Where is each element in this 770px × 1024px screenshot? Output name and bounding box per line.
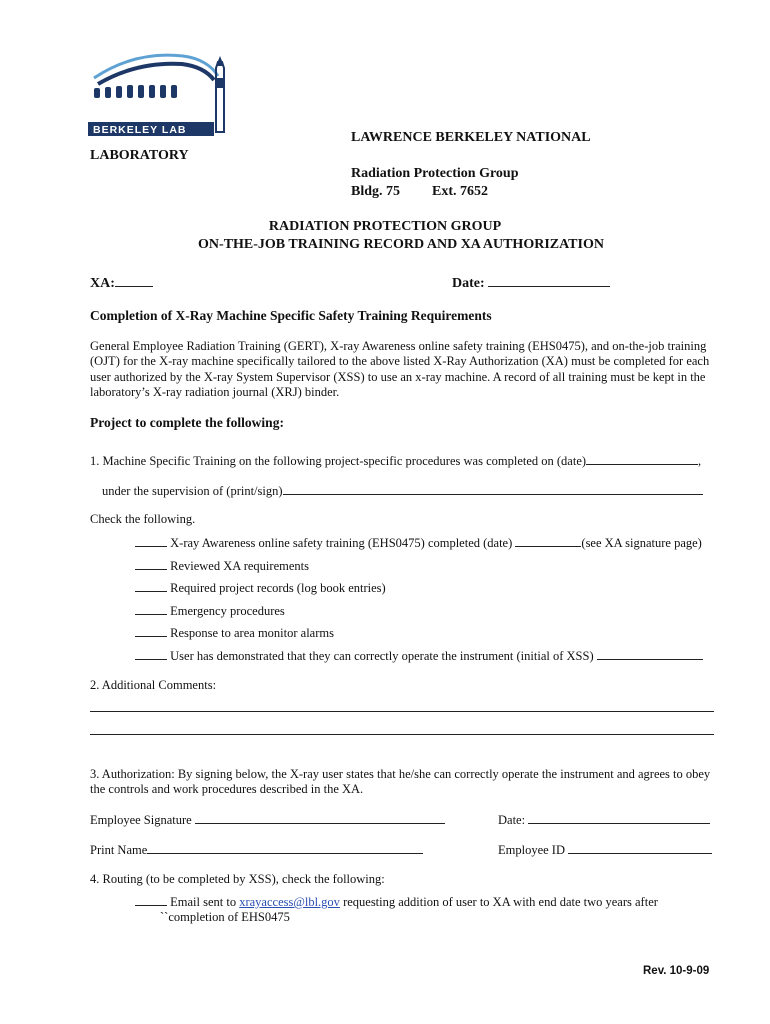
sign-date-label: Date: xyxy=(498,813,526,827)
comments-line-1[interactable] xyxy=(90,711,714,712)
check-item xyxy=(135,648,703,664)
comments-label: 2. Additional Comments: xyxy=(90,678,217,692)
sign-date-field[interactable] xyxy=(528,812,710,824)
group-name: Radiation Protection Group xyxy=(351,166,519,181)
check-text: X-ray Awareness online safety training (EHS0475) completed (date) xyxy=(170,536,513,550)
check-text: Response to area monitor alarms xyxy=(170,626,334,640)
employee-signature-row xyxy=(90,812,445,828)
email-prefix: Email sent to xyxy=(170,895,237,909)
print-name-field[interactable] xyxy=(147,842,423,854)
title-line1: RADIATION PROTECTION GROUP xyxy=(268,219,502,234)
logo-text: BERKELEY LAB xyxy=(93,124,187,136)
routing-email-line xyxy=(135,894,658,910)
project-heading: Project to complete the following: xyxy=(90,415,284,430)
xa-label xyxy=(90,275,153,292)
check-intro: Check the following. xyxy=(90,512,196,526)
title-line2: ON-THE-JOB TRAINING RECORD AND XA AUTHORIZATION xyxy=(198,237,604,252)
print-name-label: Print Name xyxy=(90,843,148,857)
check-text: Required project records (log book entries) xyxy=(170,581,386,595)
routing-check-blank[interactable] xyxy=(135,894,167,906)
check-item xyxy=(135,580,386,596)
date-label xyxy=(452,275,610,292)
check-item xyxy=(135,603,285,619)
email-suffix: requesting addition of user to XA with end date two years after xyxy=(343,895,658,909)
employee-signature-label: Employee Signature xyxy=(90,813,192,827)
section-heading: Completion of X-Ray Machine Specific Safety Training Requirements xyxy=(90,308,492,323)
ehs0475-date-field[interactable] xyxy=(515,535,581,547)
extension: Ext. 7652 xyxy=(432,184,488,199)
comments-line-2[interactable] xyxy=(90,734,714,735)
org-name-line1: LAWRENCE BERKELEY NATIONAL xyxy=(351,130,591,145)
routing-label: 4. Routing (to be completed by XSS), check the following: xyxy=(90,872,385,886)
check-item xyxy=(135,558,309,574)
berkeley-lab-logo-graphic xyxy=(88,44,240,144)
check-blank[interactable] xyxy=(135,558,167,570)
sign-date-row xyxy=(498,812,710,828)
item1-text: 1. Machine Specific Training on the following project-specific procedures was completed on (date) xyxy=(90,454,587,468)
item1-line xyxy=(90,453,701,469)
email-link[interactable]: xrayaccess@lbl.gov xyxy=(239,895,340,909)
check-text: Reviewed XA requirements xyxy=(170,559,309,573)
employee-id-field[interactable] xyxy=(568,842,712,854)
check-text: Emergency procedures xyxy=(170,604,285,618)
check-blank[interactable] xyxy=(135,648,167,660)
item1-comma: , xyxy=(698,454,702,468)
check-blank[interactable] xyxy=(135,580,167,592)
check-blank[interactable] xyxy=(135,535,167,547)
check-item xyxy=(135,625,334,641)
revision-label: Rev. 10-9-09 xyxy=(643,965,710,977)
supervision-text: under the supervision of (print/sign) xyxy=(102,484,283,498)
xss-initial-field[interactable] xyxy=(597,648,703,660)
print-name-row xyxy=(90,842,423,858)
employee-id-row xyxy=(498,842,712,858)
supervisor-field[interactable] xyxy=(283,483,703,495)
xa-label-text: XA: xyxy=(90,276,115,291)
employee-signature-field[interactable] xyxy=(195,812,445,824)
check-text: User has demonstrated that they can correctly operate the instrument (initial of XSS) xyxy=(170,649,594,663)
date-label-text: Date: xyxy=(452,276,485,291)
date-field[interactable] xyxy=(488,275,610,287)
building: Bldg. 75 xyxy=(351,184,401,199)
berkeley-lab-logo xyxy=(88,44,240,144)
item1-date-field[interactable] xyxy=(586,453,698,465)
routing-line2: ``completion of EHS0475 xyxy=(160,910,290,924)
check-blank[interactable] xyxy=(135,625,167,637)
check-blank[interactable] xyxy=(135,603,167,615)
check-suffix: (see XA signature page) xyxy=(581,536,702,550)
authorization-paragraph: 3. Authorization: By signing below, the X-ray user states that he/she can correctly operate the instrument and agrees to obey the controls and work procedures described in the XA. xyxy=(90,767,711,797)
supervision-line xyxy=(102,483,703,499)
org-name-line2: LABORATORY xyxy=(90,148,189,163)
training-paragraph: General Employee Radiation Training (GERT), X-ray Awareness online safety training (EHS0475), and on-the-job training (OJT) for the X-ray machine specifically tailored to the above listed X-Ray Authorization (XA) must be completed for each user authorized by the X-ray System Supervisor (XSS) to use an x-ray machine. A record of all training must be kept in the laboratory’s X-ray radiation journal (XRJ) binder. xyxy=(90,339,710,399)
xa-field[interactable] xyxy=(115,275,153,287)
check-item xyxy=(135,535,702,551)
employee-id-label: Employee ID xyxy=(498,843,565,857)
